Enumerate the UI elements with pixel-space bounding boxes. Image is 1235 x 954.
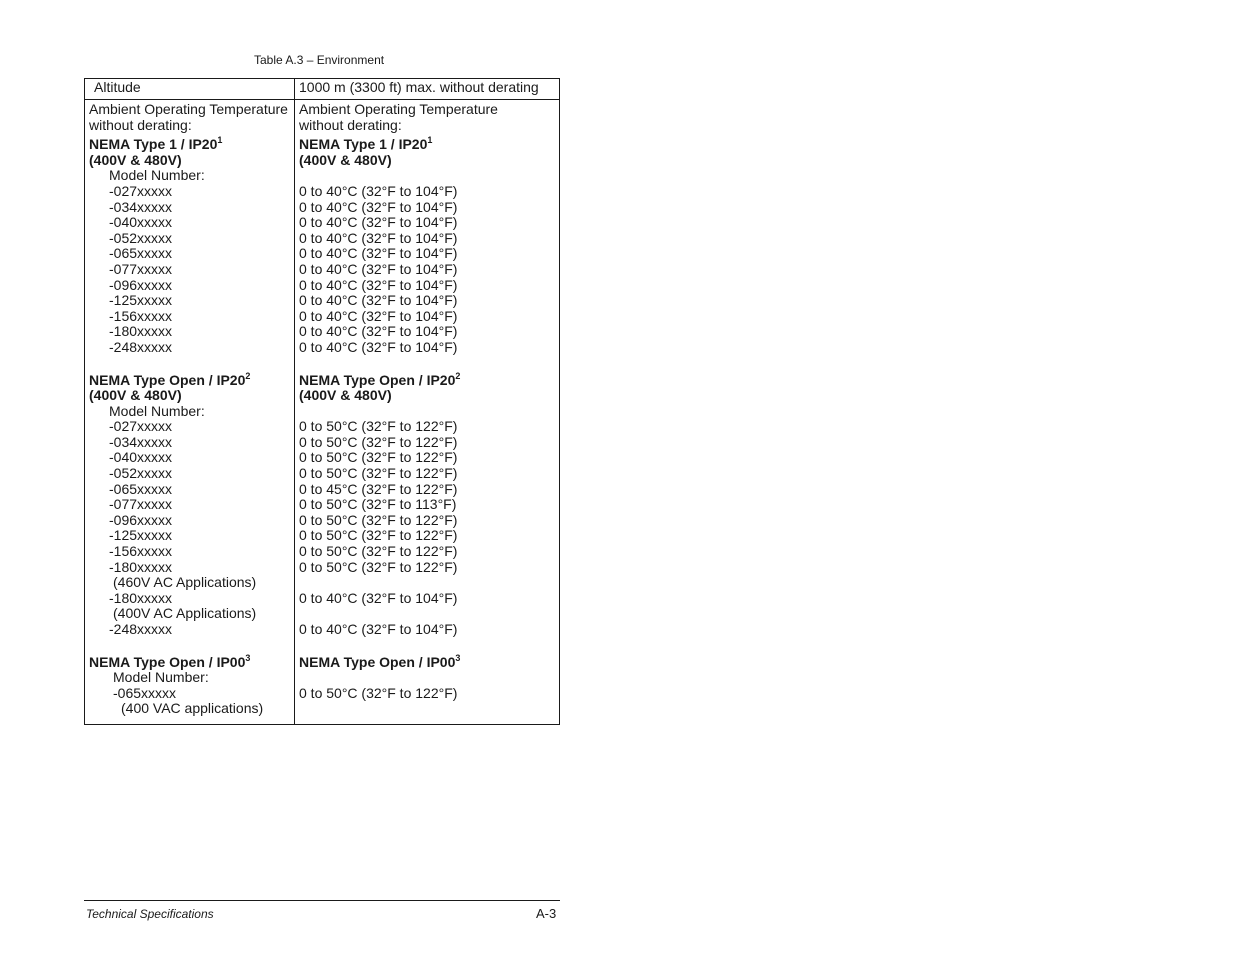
temperature-range: 0 to 40°C (32°F to 104°F) [299,307,458,324]
section3-title: NEMA Type Open / $IP00^3$ [89,652,251,670]
temperature-range: 0 to 40°C (32°F to 104°F) [299,245,458,262]
section3-footnote-mark: 3 [245,652,251,663]
section3-model: -065xxxxx [113,684,177,701]
section2-model-list [89,419,293,575]
section1-voltage-right: (400V & 480V) [299,151,392,168]
model-number: -180xxxxx [109,323,173,340]
footer-section-title: Technical Specifications [86,907,214,921]
temperature-range: 0 to 40°C (32°F to 104°F) [299,276,458,293]
model-number: -077xxxxx [109,496,173,513]
section2-voltage-right: (400V & 480V) [299,387,392,404]
ambient-right-cell [299,102,557,701]
temperature-range: 0 to 40°C (32°F to 104°F) [299,338,458,355]
section1-footnote-mark: 1 [217,135,223,146]
section3-note: (400 VAC applications) [121,700,264,717]
altitude-label: Altitude [94,79,141,95]
right-heading-line: Ambient Operating Temperature [299,101,498,117]
temperature-range: 0 to 40°C (32°F to 104°F) [299,214,458,231]
row-divider [85,99,559,100]
section3-title-right: NEMA Type Open / $IP00^3$ [299,652,461,670]
temperature-range: 0 to 40°C (32°F to 104°F) [299,323,458,340]
page-number: A-3 [536,906,557,921]
temperature-range: 0 to 40°C (32°F to 104°F) [299,182,458,199]
column-divider [294,79,295,724]
ambient-left-cell [89,102,293,717]
section2-title-right: NEMA Type Open / $IP20^2$ [299,370,461,388]
section2-footnote-mark: 2 [245,370,251,381]
right-heading-line: without derating: [299,116,402,133]
model-number: -040xxxxx [109,449,173,466]
temperature-range: 0 to 40°C (32°F to 104°F) [299,229,458,246]
temperature-range: 0 to 40°C (32°F to 104°F) [299,292,458,309]
footer-rule [84,900,560,901]
model-180-400v: -180xxxxx [109,589,173,606]
section1-title: NEMA Type $1 / IP20^1$ [89,135,223,153]
section1-range-list [299,184,557,356]
temperature-range: 0 to 50°C (32°F to 122°F) [299,465,458,482]
section1-title-right: NEMA Type $1 / IP20^1$ [299,135,433,153]
table-caption: Table A.3 – Environment [254,53,385,67]
model-number-label: Model Number: [109,402,205,419]
temperature-range: 0 to 40°C (32°F to 104°F) [299,260,458,277]
range-248: 0 to 40°C (32°F to 104°F) [299,621,458,637]
left-heading-line: without derating: [89,116,192,133]
model-number: -156xxxxx [109,307,173,324]
note-400v: (400V AC Applications) [113,605,257,622]
note-460v: (460V AC Applications) [113,574,257,591]
model-248: -248xxxxx [109,621,173,637]
model-number: -125xxxxx [109,292,173,309]
model-number: -034xxxxx [109,198,173,215]
model-number: -065xxxxx [109,245,173,262]
model-number: -027xxxxx [109,182,173,199]
section1-voltage: (400V & 480V) [89,151,182,168]
range-180-400v: 0 to 40°C (32°F to 104°F) [299,589,458,606]
model-number: -180xxxxx [109,558,173,575]
model-number-label: Model Number: [113,669,209,686]
model-number: -034xxxxx [109,433,173,450]
model-number: -065xxxxx [109,480,173,497]
model-number: -027xxxxx [109,418,173,435]
model-number: -052xxxxx [109,229,173,246]
temperature-range: 0 to 50°C (32°F to 122°F) [299,449,458,466]
section1-model-list [89,184,293,356]
temperature-range: 0 to 50°C (32°F to 122°F) [299,418,458,435]
section2-title: NEMA Type Open / $IP20^2$ [89,370,251,388]
model-number: -040xxxxx [109,214,173,231]
section3-range: 0 to 50°C (32°F to 122°F) [299,684,458,701]
model-number: -077xxxxx [109,260,173,277]
model-number: -125xxxxx [109,527,173,544]
model-number: -096xxxxx [109,511,173,528]
temperature-range: 0 to 40°C (32°F to 104°F) [299,198,458,215]
model-number: -096xxxxx [109,276,173,293]
section2-voltage: (400V & 480V) [89,387,182,404]
temperature-range: 0 to 50°C (32°F to 113°F) [299,496,457,513]
model-number-label: Model Number: [109,167,205,184]
model-number: -156xxxxx [109,543,173,560]
temperature-range: 0 to 50°C (32°F to 122°F) [299,543,458,560]
section2-range-list [299,419,557,575]
temperature-range: 0 to 45°C (32°F to 122°F) [299,480,458,497]
model-number: -052xxxxx [109,465,173,482]
temperature-range: 0 to 50°C (32°F to 122°F) [299,433,458,450]
temperature-range: 0 to 50°C (32°F to 122°F) [299,558,458,575]
altitude-value: 1000 m (3300 ft) max. without derating [299,79,539,95]
environment-table [84,78,560,725]
temperature-range: 0 to 50°C (32°F to 122°F) [299,527,458,544]
temperature-range: 0 to 50°C (32°F to 122°F) [299,511,458,528]
model-number: -248xxxxx [109,338,173,355]
left-heading-line: Ambient Operating Temperature [89,101,288,117]
